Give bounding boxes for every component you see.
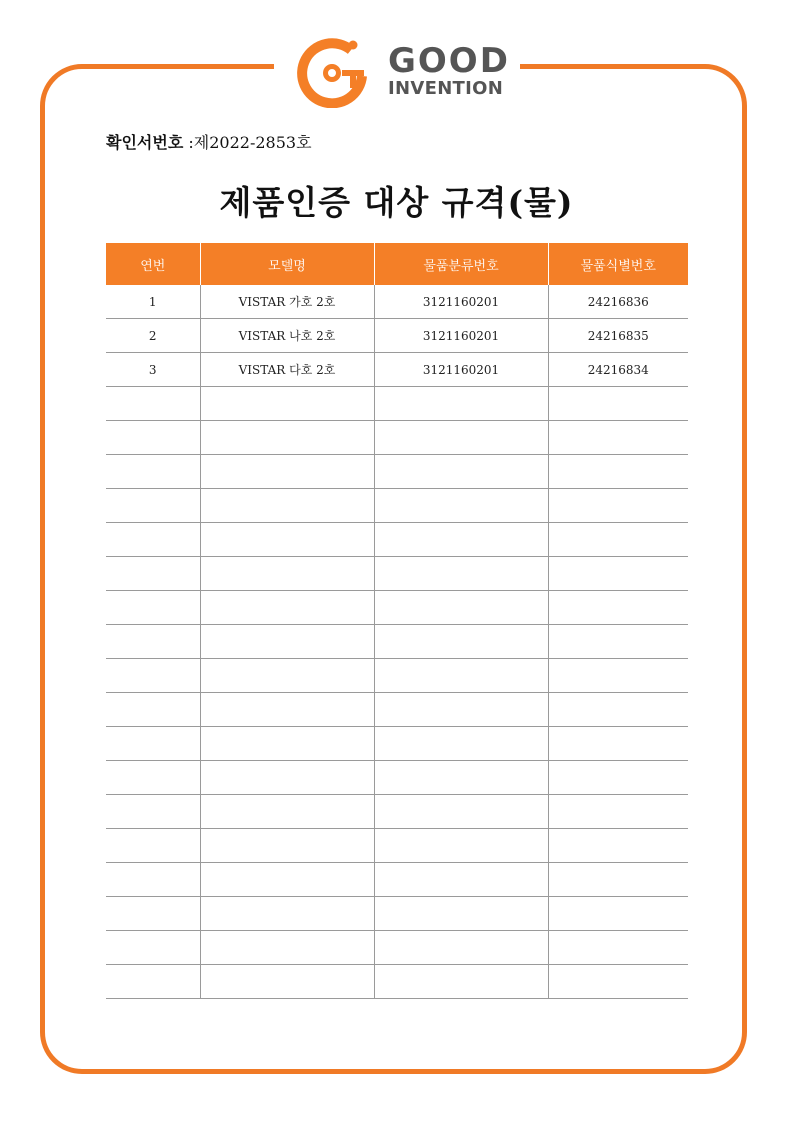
- table-cell: [374, 387, 548, 421]
- table-cell: [200, 421, 374, 455]
- column-header: 물품분류번호: [374, 243, 548, 285]
- table-cell: [200, 523, 374, 557]
- table-cell: [106, 965, 200, 999]
- table-cell: [106, 897, 200, 931]
- table-row: [106, 387, 688, 421]
- table-row: [106, 557, 688, 591]
- table-row: [106, 829, 688, 863]
- certificate-separator: :: [183, 133, 194, 152]
- table-cell: [200, 455, 374, 489]
- table-cell: [548, 625, 688, 659]
- table-cell: [374, 761, 548, 795]
- table-cell: [106, 489, 200, 523]
- table-cell: [548, 693, 688, 727]
- table-cell: [200, 863, 374, 897]
- table-cell: [374, 421, 548, 455]
- good-invention-logo: [274, 32, 520, 108]
- table-row: [106, 421, 688, 455]
- table-row: [106, 897, 688, 931]
- table-cell: [106, 523, 200, 557]
- table-cell: [106, 693, 200, 727]
- table-cell: [548, 489, 688, 523]
- table-cell: 24216835: [548, 319, 688, 353]
- table-cell: [200, 693, 374, 727]
- table-cell: [548, 421, 688, 455]
- table-cell: [548, 727, 688, 761]
- table-row: [106, 931, 688, 965]
- table-cell: [200, 931, 374, 965]
- table-cell: [106, 795, 200, 829]
- table-row: [106, 285, 688, 319]
- table-body: [106, 285, 688, 999]
- table-cell: [200, 761, 374, 795]
- column-header: 모델명: [200, 243, 374, 285]
- table-cell: [106, 659, 200, 693]
- table-cell: [548, 965, 688, 999]
- table-cell: [548, 863, 688, 897]
- table-cell: [200, 387, 374, 421]
- table-row: [106, 353, 688, 387]
- table-cell: [374, 727, 548, 761]
- table-cell: [374, 455, 548, 489]
- table-row: [106, 693, 688, 727]
- table-cell: [548, 897, 688, 931]
- table-cell: [374, 489, 548, 523]
- certificate-number-line: [106, 132, 312, 154]
- table-cell: [374, 693, 548, 727]
- table-cell: [106, 591, 200, 625]
- table-cell: [200, 897, 374, 931]
- table-cell: [548, 591, 688, 625]
- table-cell: VISTAR 가호 2호: [200, 285, 374, 319]
- table-cell: [548, 557, 688, 591]
- table-cell: [200, 659, 374, 693]
- certificate-number-value: 제2022-2853호: [193, 133, 312, 152]
- table-cell: [200, 625, 374, 659]
- table-cell: [548, 795, 688, 829]
- table-row: [106, 863, 688, 897]
- table-cell: [200, 795, 374, 829]
- table-cell: VISTAR 다호 2호: [200, 353, 374, 387]
- table-cell: [200, 829, 374, 863]
- certificate-number-label: 확인서번호: [106, 133, 184, 152]
- table-cell: [548, 829, 688, 863]
- table-cell: 24216834: [548, 353, 688, 387]
- column-header: 물품식별번호: [548, 243, 688, 285]
- table-cell: 3121160201: [374, 319, 548, 353]
- table-cell: [200, 489, 374, 523]
- table-cell: [106, 761, 200, 795]
- table-cell: [548, 761, 688, 795]
- table-cell: 1: [106, 285, 200, 319]
- table-row: [106, 727, 688, 761]
- table-row: [106, 523, 688, 557]
- table-cell: [374, 523, 548, 557]
- table-cell: VISTAR 나호 2호: [200, 319, 374, 353]
- spec-table: [106, 243, 688, 999]
- table-cell: [374, 829, 548, 863]
- table-cell: 2: [106, 319, 200, 353]
- table-cell: [374, 591, 548, 625]
- table-cell: [200, 965, 374, 999]
- table-cell: [374, 557, 548, 591]
- table-row: [106, 965, 688, 999]
- table-cell: 3121160201: [374, 285, 548, 319]
- table-cell: [106, 931, 200, 965]
- column-header: 연번: [106, 243, 200, 285]
- table-cell: [200, 557, 374, 591]
- table-cell: [106, 625, 200, 659]
- table-cell: [106, 387, 200, 421]
- table-cell: [200, 591, 374, 625]
- table-cell: [106, 557, 200, 591]
- table-cell: [374, 659, 548, 693]
- logo-mark-icon: [296, 36, 368, 108]
- table-cell: [374, 897, 548, 931]
- table-cell: 24216836: [548, 285, 688, 319]
- table-cell: [374, 795, 548, 829]
- table-cell: 3121160201: [374, 353, 548, 387]
- table-row: [106, 659, 688, 693]
- table-cell: [200, 727, 374, 761]
- table-header-row: [106, 243, 688, 285]
- table-cell: [106, 455, 200, 489]
- table-cell: [548, 523, 688, 557]
- table-cell: [106, 727, 200, 761]
- table-row: [106, 795, 688, 829]
- table-cell: [374, 863, 548, 897]
- document-title: 제품인증 대상 규격(물): [219, 183, 574, 222]
- table-row: [106, 455, 688, 489]
- table-row: [106, 761, 688, 795]
- table-row: [106, 489, 688, 523]
- table-cell: [374, 625, 548, 659]
- table-cell: [548, 387, 688, 421]
- table-cell: [548, 455, 688, 489]
- table-row: [106, 625, 688, 659]
- logo-text-good: GOOD: [388, 41, 510, 81]
- table-row: [106, 319, 688, 353]
- table-cell: 3: [106, 353, 200, 387]
- table-cell: [548, 931, 688, 965]
- table-cell: [106, 829, 200, 863]
- table-row: [106, 591, 688, 625]
- table-cell: [374, 931, 548, 965]
- table-cell: [106, 863, 200, 897]
- logo-text-invention: INVENTION: [388, 78, 504, 99]
- table-cell: [106, 421, 200, 455]
- table-cell: [548, 659, 688, 693]
- table-cell: [374, 965, 548, 999]
